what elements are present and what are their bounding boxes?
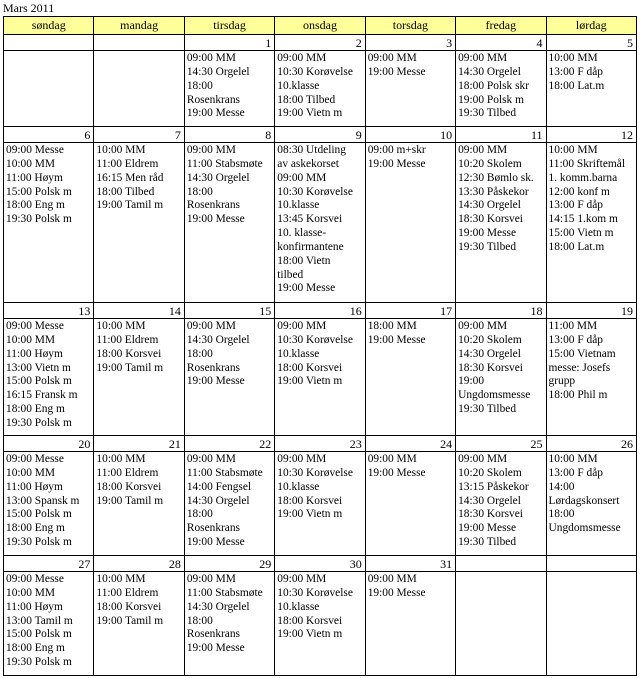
event-line: 18:00 <box>186 508 213 521</box>
event-line: 19:00 Vietn m <box>277 508 343 521</box>
event-line: 13:00 F dåp <box>548 466 603 479</box>
day-number: 26 <box>547 436 636 452</box>
day-cell-21 <box>94 436 184 555</box>
event-line: 11:00 Stabsmøte <box>186 466 263 479</box>
event-line: 14:30 Orgelel <box>186 65 250 78</box>
event-line: 11:00 Eldrem <box>96 333 159 346</box>
event-line: 18:30 Korsvei <box>458 361 523 374</box>
event-line: 11:00 Eldrem <box>96 466 159 479</box>
event-list <box>366 143 455 173</box>
event-list <box>94 143 183 214</box>
weekday-header: torsdag <box>366 17 456 34</box>
calendar-grid <box>3 16 637 676</box>
event-line: 10.klasse <box>277 480 320 493</box>
day-number <box>456 556 545 572</box>
day-number: 17 <box>366 303 455 319</box>
event-list <box>4 572 93 671</box>
event-line: 19:00 Polsk m <box>458 93 524 106</box>
event-line: 10:00 MM <box>6 333 56 346</box>
event-line: 18:00 Lat.m <box>548 79 605 92</box>
event-line: 14:00 <box>548 480 575 493</box>
day-cell-8 <box>185 127 275 302</box>
event-line: 09:00 MM <box>186 320 236 332</box>
event-line: 11:00 MM <box>548 320 598 332</box>
day-number <box>94 35 183 51</box>
day-cell-12 <box>547 127 636 302</box>
event-line: 18:00 Korsvei <box>277 361 343 374</box>
event-list <box>366 572 455 602</box>
event-line: 11:00 Eldrem <box>96 157 159 170</box>
event-line: 10:00 MM <box>6 586 56 599</box>
event-line: 09:00 MM <box>458 52 508 64</box>
event-line: 09:00 MM <box>458 453 508 465</box>
day-number: 13 <box>4 303 93 319</box>
event-list <box>547 452 636 537</box>
day-number: 22 <box>185 436 274 452</box>
event-line: 11:00 Skriftemål <box>548 157 625 170</box>
event-line: 14:30 Orgelel <box>458 347 521 360</box>
event-line: 18:00 <box>548 508 575 521</box>
event-line: 15:00 Polsk m <box>6 375 72 388</box>
event-line: 09:00 m+skr <box>367 144 426 156</box>
day-number: 2 <box>275 35 364 51</box>
event-line: 10:30 Korøvelse <box>277 586 353 599</box>
event-line: 19:00 Tamil m <box>96 614 164 627</box>
day-number: 28 <box>94 556 183 572</box>
event-line: 13:00 Vietn m <box>6 361 71 374</box>
week-row <box>4 35 636 127</box>
weekday-header: søndag <box>4 17 94 34</box>
event-list <box>185 143 274 228</box>
event-line: 14:30 Orgelel <box>458 199 521 212</box>
event-line: 19:00 Vietn m <box>277 628 343 641</box>
event-line: 19:00 Tamil m <box>96 199 164 212</box>
week-row <box>4 436 636 556</box>
day-number: 11 <box>456 127 545 143</box>
day-cell-16 <box>275 303 365 435</box>
event-line: 09:00 Messe <box>6 453 64 465</box>
event-line: 10:00 MM <box>548 144 598 156</box>
event-line: 18:30 Korsvei <box>458 508 523 521</box>
event-line: 19:00 Messe <box>367 333 426 346</box>
event-line: 18:00 Vietn <box>277 254 331 267</box>
event-line: 14:30 Orgelel <box>186 171 250 184</box>
event-line: 09:00 MM <box>186 52 236 64</box>
event-line: 19:30 Tilbed <box>458 403 517 416</box>
event-line: 19:00 Messe <box>186 536 245 549</box>
day-number: 12 <box>547 127 636 143</box>
event-list <box>275 452 364 523</box>
event-list <box>94 319 183 376</box>
day-cell-9 <box>275 127 365 302</box>
day-number: 5 <box>547 35 636 51</box>
event-line: 16:15 Men råd <box>96 171 164 184</box>
event-line: Rosenkrans <box>186 199 240 212</box>
event-line: 09:00 Messe <box>6 320 64 332</box>
day-cell-31 <box>366 556 456 675</box>
event-line: 11:00 Eldrem <box>96 586 159 599</box>
event-line: 09:00 MM <box>277 171 327 184</box>
event-line: 18:00 Polsk skr <box>458 79 529 92</box>
event-line: 18:00 Tilbed <box>277 93 336 106</box>
event-line: 10:00 MM <box>6 157 56 170</box>
event-list <box>94 51 183 53</box>
event-line: 11:00 Stabsmøte <box>186 157 263 170</box>
event-line: 1. komm.barna <box>548 171 618 184</box>
event-line: 08:30 Utdeling <box>277 144 346 156</box>
event-line: tilbed <box>277 268 304 281</box>
event-line: 10:30 Korøvelse <box>277 466 353 479</box>
event-line: 10:30 Korøvelse <box>277 185 353 198</box>
event-line: 10:20 Skolem <box>458 466 522 479</box>
event-line: konfirmantene <box>277 240 344 253</box>
event-line: 13:00 Tamil m <box>6 614 73 627</box>
day-number: 20 <box>4 436 93 452</box>
day-cell-18 <box>456 303 546 435</box>
day-cell-23 <box>275 436 365 555</box>
day-cell-27 <box>4 556 94 675</box>
event-line: 09:00 MM <box>186 573 236 585</box>
event-line: Rosenkrans <box>186 628 240 641</box>
event-line: 19:00 <box>458 375 485 388</box>
day-cell-20 <box>4 436 94 555</box>
event-line: Lørdagskonsert <box>548 494 620 507</box>
event-line: 14:30 Orgelel <box>458 494 521 507</box>
event-line: 11:00 Høym <box>6 600 63 613</box>
weekday-header: tirsdag <box>185 17 275 34</box>
event-line: 13:00 F dåp <box>548 333 603 346</box>
event-line: 13:00 F dåp <box>548 65 603 78</box>
event-list <box>4 51 93 53</box>
event-line: 19:00 Messe <box>277 282 336 295</box>
event-line: 09:00 MM <box>186 453 236 465</box>
weekday-header: onsdag <box>275 17 365 34</box>
event-line: 19:30 Tilbed <box>458 107 517 120</box>
day-cell-10 <box>366 127 456 302</box>
event-line: 19:00 Messe <box>458 227 517 240</box>
event-line: 10.klasse <box>277 79 320 92</box>
day-cell-4 <box>456 35 546 126</box>
event-line: 19:30 Polsk m <box>6 656 72 669</box>
event-line: 19:30 Polsk m <box>6 416 72 429</box>
event-line: 09:00 MM <box>277 52 327 64</box>
event-line: 19:00 Vietn m <box>277 107 343 120</box>
event-line: 12:00 konf m <box>548 185 610 198</box>
event-line: 10.klasse <box>277 600 320 613</box>
event-list <box>94 452 183 509</box>
day-number: 15 <box>185 303 274 319</box>
event-line: 19:30 Polsk m <box>6 213 72 226</box>
day-cell-1 <box>185 35 275 126</box>
day-number: 29 <box>185 556 274 572</box>
day-cell-19 <box>547 303 636 435</box>
week-row <box>4 556 636 675</box>
weekday-header-row <box>4 17 636 35</box>
event-line: 18:00 Phil m <box>548 389 608 402</box>
event-line: 18:00 <box>186 614 213 627</box>
weekday-header: mandag <box>94 17 184 34</box>
event-line: 18:00 Tilbed <box>96 185 155 198</box>
event-line: 18:00 Korsvei <box>96 480 162 493</box>
event-list <box>456 572 545 574</box>
event-list <box>4 319 93 432</box>
event-list <box>185 572 274 657</box>
day-number: 14 <box>94 303 183 319</box>
event-line: 09:00 MM <box>458 320 508 332</box>
event-line: 19:00 Tamil m <box>96 494 164 507</box>
day-number: 30 <box>275 556 364 572</box>
event-line: 09:00 MM <box>367 52 417 64</box>
event-line: 10:00 MM <box>548 52 598 64</box>
empty-day-cell <box>456 556 546 675</box>
event-list <box>185 319 274 390</box>
event-list <box>366 319 455 349</box>
event-line: 09:00 Messe <box>6 573 64 585</box>
event-line: 13:00 Spansk m <box>6 494 80 507</box>
event-line: 18:00 Korsvei <box>96 347 162 360</box>
event-line: Rosenkrans <box>186 361 240 374</box>
event-line: 11:00 Høym <box>6 347 63 360</box>
event-list <box>547 319 636 404</box>
calendar-title: Mars 2011 <box>3 1 55 15</box>
event-line: 19:00 Messe <box>367 466 426 479</box>
empty-day-cell <box>4 35 94 126</box>
day-number: 3 <box>366 35 455 51</box>
day-cell-2 <box>275 35 365 126</box>
event-line: 19:00 Messe <box>186 375 245 388</box>
event-list <box>275 143 364 297</box>
day-cell-24 <box>366 436 456 555</box>
event-line: 19:30 Tilbed <box>458 536 517 549</box>
day-number: 16 <box>275 303 364 319</box>
event-line: 09:00 Messe <box>6 144 64 156</box>
week-row <box>4 127 636 303</box>
event-line: 18:30 Korsvei <box>458 213 523 226</box>
event-list <box>547 572 636 574</box>
event-line: 09:00 MM <box>277 573 327 585</box>
event-line: 12:30 Bømlo sk. <box>458 171 534 184</box>
event-line: 10.klasse <box>277 347 320 360</box>
event-list <box>275 572 364 643</box>
event-line: 09:00 MM <box>277 320 327 332</box>
event-line: 14:00 Fengsel <box>186 480 252 493</box>
empty-day-cell <box>94 35 184 126</box>
event-line: av askekorset <box>277 157 339 170</box>
event-line: 14:30 Orgelel <box>186 494 250 507</box>
event-list <box>94 572 183 629</box>
event-line: 18:00 Korsvei <box>277 614 343 627</box>
event-line: 14:15 1.kom m <box>548 213 618 226</box>
day-number: 24 <box>366 436 455 452</box>
day-number: 7 <box>94 127 183 143</box>
day-cell-14 <box>94 303 184 435</box>
event-line: 14:30 Orgelel <box>186 600 250 613</box>
day-cell-17 <box>366 303 456 435</box>
day-cell-15 <box>185 303 275 435</box>
day-cell-5 <box>547 35 636 126</box>
day-number: 10 <box>366 127 455 143</box>
event-line: 18:00 Eng m <box>6 642 65 655</box>
event-list <box>456 143 545 256</box>
day-cell-6 <box>4 127 94 302</box>
event-line: 19:00 Vietn m <box>277 375 343 388</box>
day-number: 19 <box>547 303 636 319</box>
event-line: 19:00 Messe <box>367 65 426 78</box>
event-line: Ungdomsmesse <box>458 389 531 402</box>
event-list <box>547 51 636 95</box>
event-list <box>366 51 455 81</box>
day-number: 8 <box>185 127 274 143</box>
event-line: 19:00 Messe <box>458 522 517 535</box>
day-number <box>547 556 636 572</box>
event-list <box>547 143 636 256</box>
event-line: 10:00 MM <box>548 453 598 465</box>
event-line: 19:00 Messe <box>367 586 426 599</box>
day-cell-3 <box>366 35 456 126</box>
event-line: 10:20 Skolem <box>458 157 522 170</box>
event-line: 10:00 MM <box>96 320 146 332</box>
event-line: 14:30 Orgelel <box>186 333 250 346</box>
event-line: Rosenkrans <box>186 93 240 106</box>
event-line: 09:00 MM <box>277 453 327 465</box>
event-line: 15:00 Vietn m <box>548 227 614 240</box>
day-number: 27 <box>4 556 93 572</box>
event-line: 10:00 MM <box>96 144 146 156</box>
event-line: 18:00 <box>186 79 213 92</box>
event-list <box>456 452 545 551</box>
day-number: 6 <box>4 127 93 143</box>
day-number: 25 <box>456 436 545 452</box>
event-line: 11:00 Høym <box>6 480 63 493</box>
event-list <box>4 143 93 228</box>
weekday-header: lørdag <box>547 17 636 34</box>
event-line: 09:00 MM <box>458 144 508 156</box>
event-list <box>185 51 274 122</box>
event-line: 15:00 Polsk m <box>6 628 72 641</box>
event-line: 13:00 F dåp <box>548 199 603 212</box>
day-cell-25 <box>456 436 546 555</box>
event-line: 19:00 Messe <box>367 157 426 170</box>
event-line: Ungdomsmesse <box>548 522 621 535</box>
event-line: 10:30 Korøvelse <box>277 65 353 78</box>
weekday-header: fredag <box>456 17 546 34</box>
event-line: 10:30 Korøvelse <box>277 333 353 346</box>
event-line: 15:00 Vietnam <box>548 347 616 360</box>
day-cell-22 <box>185 436 275 555</box>
event-line: 09:00 MM <box>367 573 417 585</box>
event-line: 13:15 Påskekor <box>458 480 529 493</box>
event-line: 09:00 MM <box>367 453 417 465</box>
day-cell-7 <box>94 127 184 302</box>
day-cell-11 <box>456 127 546 302</box>
day-number: 4 <box>456 35 545 51</box>
event-line: 18:00 Korsvei <box>96 600 162 613</box>
day-cell-26 <box>547 436 636 555</box>
event-list <box>456 319 545 418</box>
event-line: 19:00 Tamil m <box>96 361 164 374</box>
event-list <box>275 51 364 122</box>
event-line: 19:00 Messe <box>186 107 245 120</box>
day-number <box>4 35 93 51</box>
event-line: 18:00 Eng m <box>6 199 65 212</box>
day-cell-13 <box>4 303 94 435</box>
day-number: 21 <box>94 436 183 452</box>
event-line: 10:00 MM <box>6 466 56 479</box>
event-line: grupp <box>548 375 576 388</box>
event-line: 18:00 Korsvei <box>277 494 343 507</box>
event-line: 09:00 MM <box>186 144 236 156</box>
day-number: 1 <box>185 35 274 51</box>
week-row <box>4 303 636 436</box>
event-line: 19:30 Polsk m <box>6 536 72 549</box>
day-number: 23 <box>275 436 364 452</box>
event-line: 15:00 Polsk m <box>6 185 72 198</box>
event-list <box>185 452 274 551</box>
event-list <box>366 452 455 482</box>
event-line: 11:00 Høym <box>6 171 63 184</box>
event-line: 14:30 Orgelel <box>458 65 521 78</box>
event-line: 18:00 Eng m <box>6 522 65 535</box>
event-line: 10:20 Skolem <box>458 333 522 346</box>
event-list <box>275 319 364 390</box>
event-line: messe: Josefs <box>548 361 611 374</box>
event-line: 19:30 Tilbed <box>458 240 517 253</box>
event-line: 18:00 <box>186 185 213 198</box>
day-number: 18 <box>456 303 545 319</box>
event-line: 16:15 Fransk m <box>6 389 78 402</box>
event-list <box>4 452 93 551</box>
event-line: 19:00 Messe <box>186 642 245 655</box>
event-line: Rosenkrans <box>186 522 240 535</box>
event-line: 11:00 Stabsmøte <box>186 586 263 599</box>
event-line: 15:00 Polsk m <box>6 508 72 521</box>
event-line: 19:00 Messe <box>186 213 245 226</box>
event-line: 10.klasse <box>277 199 320 212</box>
event-line: 18:00 <box>186 347 213 360</box>
event-line: 13:30 Påskekor <box>458 185 529 198</box>
event-line: 10:00 MM <box>96 453 146 465</box>
event-line: 10. klasse- <box>277 227 326 240</box>
event-line: 18:00 Lat.m <box>548 240 605 253</box>
day-number: 9 <box>275 127 364 143</box>
empty-day-cell <box>547 556 636 675</box>
event-line: 18:00 Eng m <box>6 403 65 416</box>
day-cell-29 <box>185 556 275 675</box>
event-line: 10:00 MM <box>96 573 146 585</box>
day-cell-28 <box>94 556 184 675</box>
event-line: 18:00 MM <box>367 320 417 332</box>
day-cell-30 <box>275 556 365 675</box>
event-list <box>456 51 545 122</box>
event-line: 13:45 Korsvei <box>277 213 343 226</box>
day-number: 31 <box>366 556 455 572</box>
